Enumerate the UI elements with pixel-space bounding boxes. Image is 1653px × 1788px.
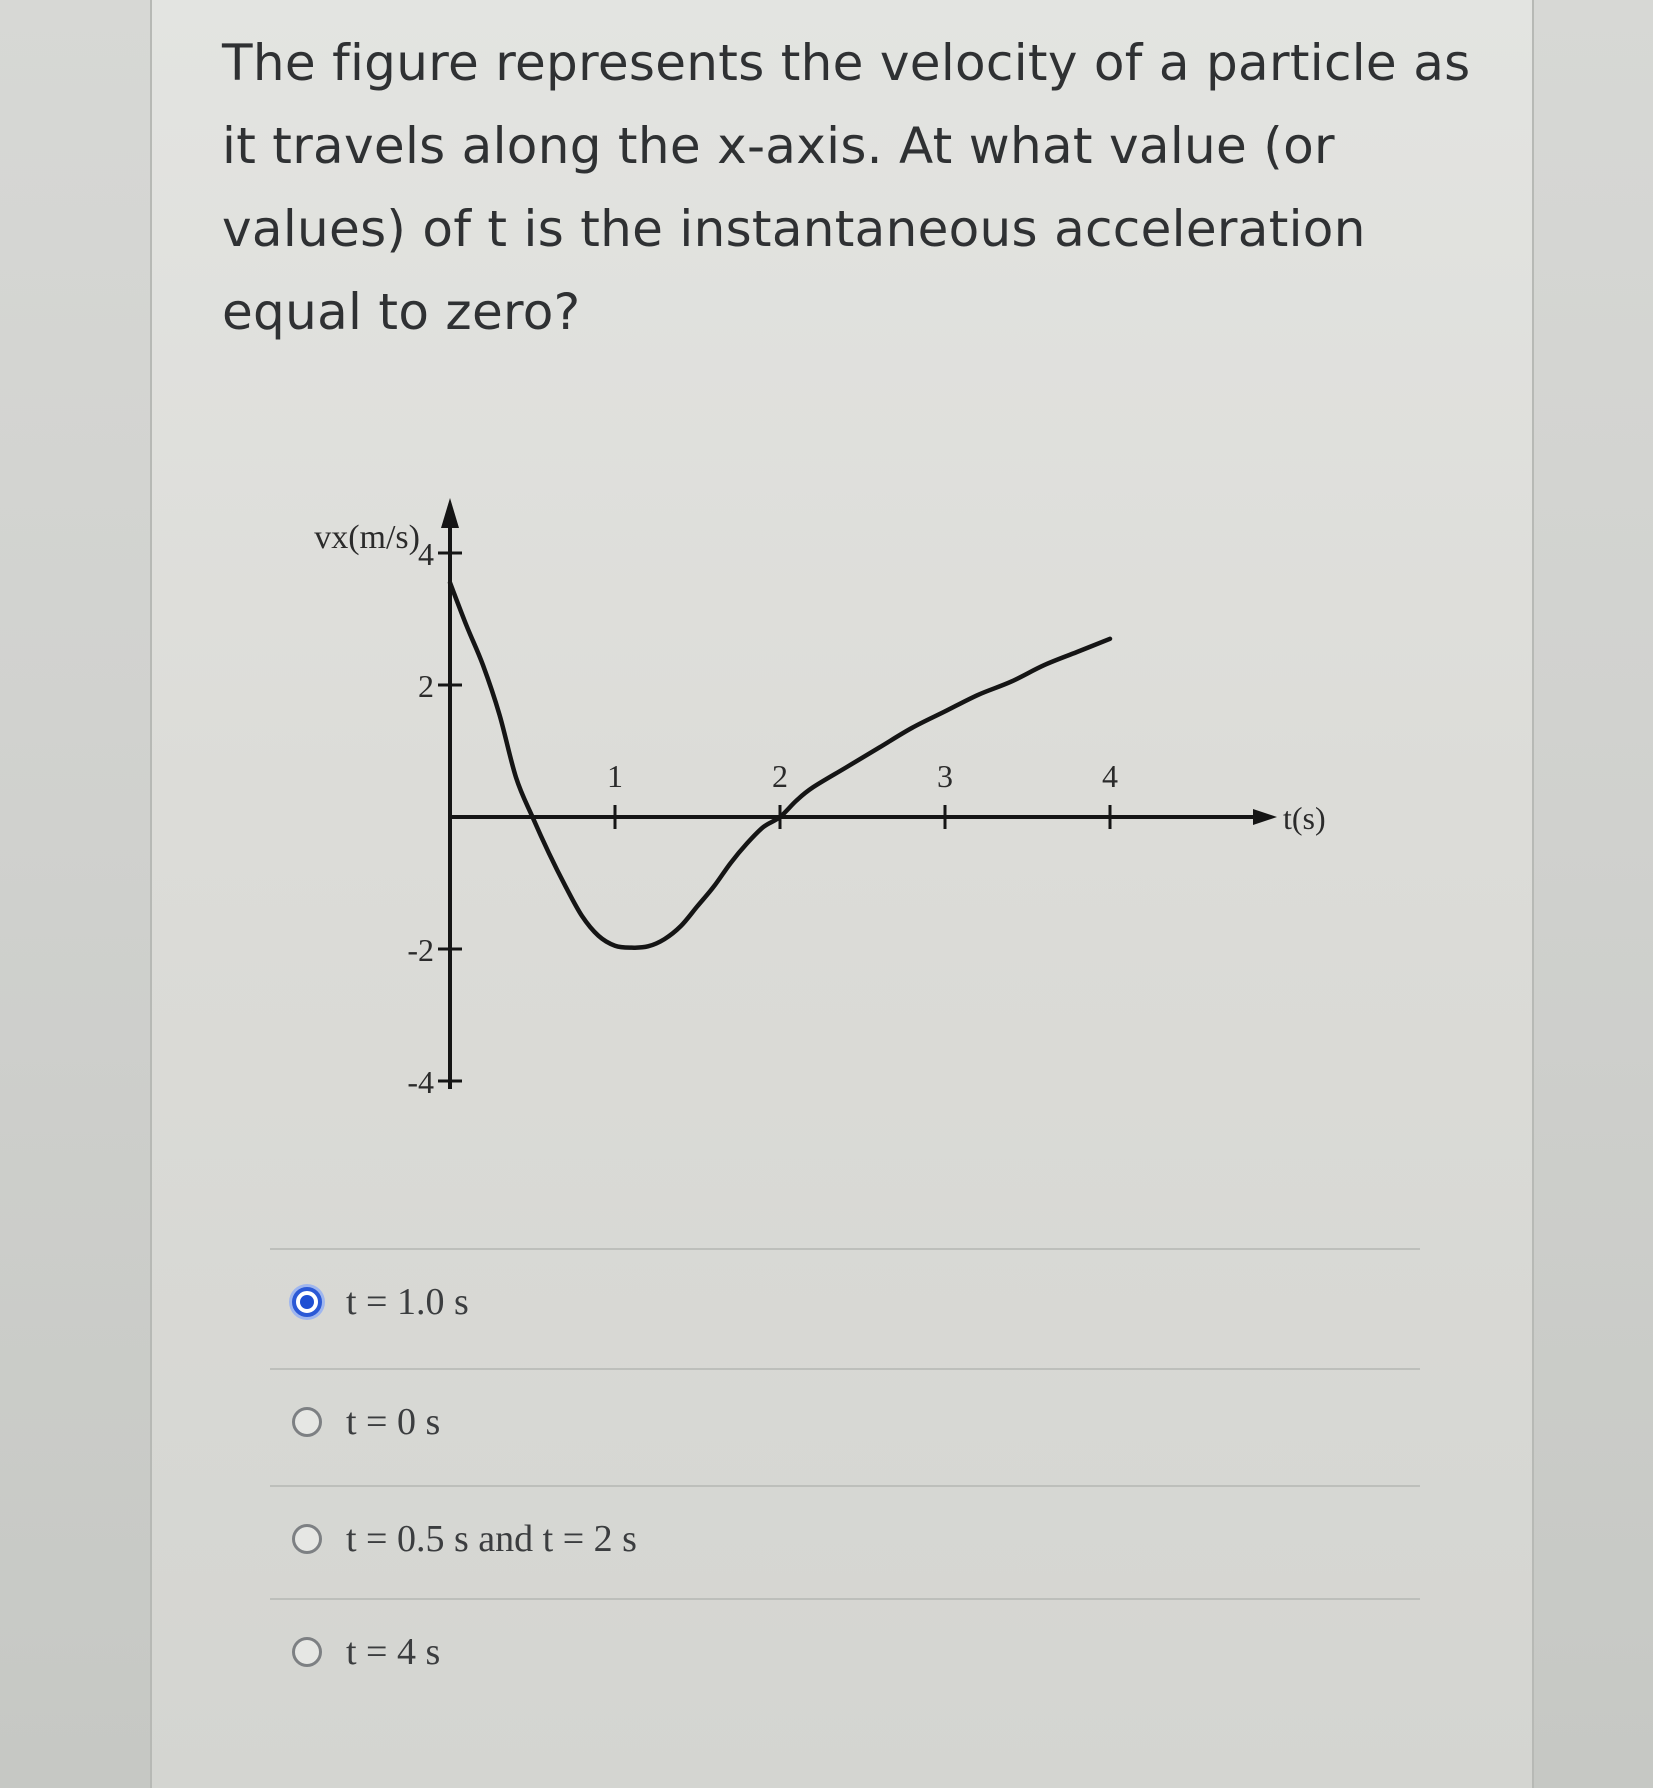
- option-separator: [270, 1248, 1420, 1250]
- velocity-chart: [280, 405, 1420, 1125]
- velocity-time-figure: [280, 405, 1420, 1125]
- option-label: t = 0.5 s and t = 2 s: [346, 1518, 637, 1560]
- option-label: t = 0 s: [346, 1401, 441, 1443]
- question-text: The figure represents the velocity of a particle as it travels along the x-axis. At what value (or values) of t is the instantaneous acceleration equal to zero?: [222, 34, 1471, 341]
- radio-unselected-icon[interactable]: [292, 1524, 322, 1554]
- option-3[interactable]: [292, 1509, 637, 1569]
- x-axis-label: t(s): [1283, 800, 1326, 836]
- y-tick-label: 4: [418, 536, 434, 572]
- x-axis-arrow-icon: [1253, 809, 1277, 825]
- x-tick-label: 2: [772, 758, 788, 794]
- x-tick-label: 4: [1102, 758, 1118, 794]
- option-4[interactable]: [292, 1622, 440, 1682]
- option-label: t = 1.0 s: [346, 1281, 469, 1323]
- x-tick-label: 1: [607, 758, 623, 794]
- option-separator: [270, 1598, 1420, 1600]
- radio-dot-icon: [300, 1295, 314, 1309]
- radio-unselected-icon[interactable]: [292, 1637, 322, 1667]
- radio-unselected-icon[interactable]: [292, 1407, 322, 1437]
- option-1[interactable]: [292, 1272, 469, 1332]
- option-2[interactable]: [292, 1392, 440, 1452]
- option-separator: [270, 1368, 1420, 1370]
- option-label: t = 4 s: [346, 1631, 441, 1673]
- y-tick-label: -4: [407, 1064, 434, 1100]
- radio-selected-icon[interactable]: [292, 1287, 322, 1317]
- y-tick-label: 2: [418, 668, 434, 704]
- x-tick-label: 3: [937, 758, 953, 794]
- y-axis-arrow-icon: [441, 498, 459, 528]
- y-axis-label: vx(m/s): [314, 519, 420, 556]
- y-tick-label: -2: [407, 932, 434, 968]
- option-separator: [270, 1485, 1420, 1487]
